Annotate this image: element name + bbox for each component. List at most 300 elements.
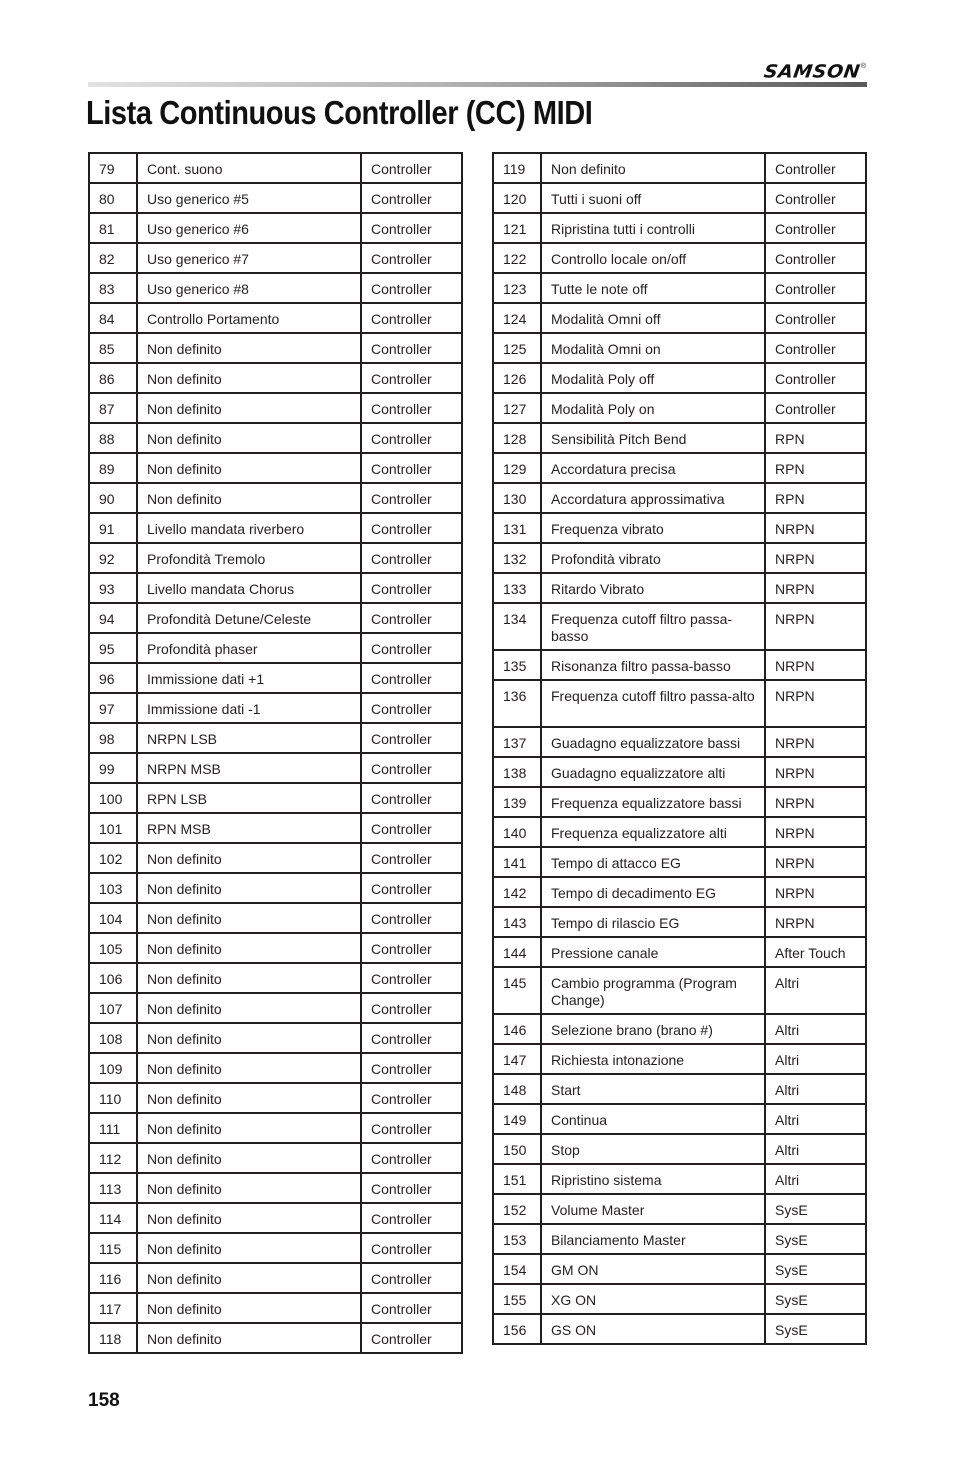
cc-number: 91 (89, 513, 137, 543)
cc-description: Tutte le note off (541, 273, 765, 303)
cc-description: NRPN MSB (137, 753, 361, 783)
cc-number: 155 (493, 1284, 541, 1314)
cc-number: 79 (89, 153, 137, 183)
cc-description: Frequenza cutoff filtro passa-basso (541, 603, 765, 650)
cc-description: Bilanciamento Master (541, 1224, 765, 1254)
cc-type: SysE (765, 1314, 866, 1344)
table-row (493, 1254, 866, 1284)
cc-description: Modalità Omni off (541, 303, 765, 333)
cc-number: 147 (493, 1044, 541, 1074)
cc-number: 126 (493, 363, 541, 393)
cc-type: Controller (361, 273, 462, 303)
table-row (89, 1053, 462, 1083)
table-row (89, 963, 462, 993)
table-row (89, 513, 462, 543)
cc-description: Start (541, 1074, 765, 1104)
cc-description: Non definito (137, 1293, 361, 1323)
cc-type: After Touch (765, 937, 866, 967)
cc-type: NRPN (765, 513, 866, 543)
cc-number: 122 (493, 243, 541, 273)
cc-type: Controller (361, 603, 462, 633)
cc-number: 108 (89, 1023, 137, 1053)
table-row (89, 1023, 462, 1053)
cc-description: Livello mandata Chorus (137, 573, 361, 603)
cc-table-right (492, 152, 867, 1345)
cc-number: 146 (493, 1014, 541, 1044)
cc-number: 86 (89, 363, 137, 393)
cc-type: RPN (765, 423, 866, 453)
cc-number: 151 (493, 1164, 541, 1194)
cc-type: Controller (361, 483, 462, 513)
table-row (493, 967, 866, 1014)
cc-number: 87 (89, 393, 137, 423)
cc-type: NRPN (765, 543, 866, 573)
cc-table-left (88, 152, 463, 1354)
table-row (89, 753, 462, 783)
cc-type: Altri (765, 1014, 866, 1044)
cc-number: 92 (89, 543, 137, 573)
cc-number: 109 (89, 1053, 137, 1083)
table-row (89, 633, 462, 663)
table-row (493, 1284, 866, 1314)
cc-description: Non definito (137, 1233, 361, 1263)
cc-type: RPN (765, 483, 866, 513)
cc-type: Controller (765, 303, 866, 333)
cc-number: 148 (493, 1074, 541, 1104)
cc-type: NRPN (765, 757, 866, 787)
table-row (89, 1143, 462, 1173)
table-row (89, 543, 462, 573)
cc-description: RPN MSB (137, 813, 361, 843)
cc-type: Controller (361, 753, 462, 783)
cc-description: GS ON (541, 1314, 765, 1344)
cc-number: 140 (493, 817, 541, 847)
table-row (493, 183, 866, 213)
cc-description: Non definito (137, 1323, 361, 1353)
cc-description: Non definito (137, 393, 361, 423)
cc-number: 132 (493, 543, 541, 573)
cc-number: 134 (493, 603, 541, 650)
cc-description: Ripristina tutti i controlli (541, 213, 765, 243)
cc-type: Altri (765, 1134, 866, 1164)
cc-description: Non definito (137, 453, 361, 483)
cc-description: Pressione canale (541, 937, 765, 967)
cc-description: Non definito (137, 423, 361, 453)
cc-number: 114 (89, 1203, 137, 1233)
table-row (89, 993, 462, 1023)
cc-number: 88 (89, 423, 137, 453)
table-row (89, 693, 462, 723)
cc-type: NRPN (765, 727, 866, 757)
table-row (493, 907, 866, 937)
cc-type: Controller (361, 1053, 462, 1083)
table-row (89, 273, 462, 303)
cc-number: 118 (89, 1323, 137, 1353)
page-number: 158 (88, 1390, 120, 1411)
cc-type: Altri (765, 1044, 866, 1074)
cc-type: NRPN (765, 847, 866, 877)
cc-number: 150 (493, 1134, 541, 1164)
table-row (493, 1224, 866, 1254)
table-row (89, 1263, 462, 1293)
table-row (493, 603, 866, 650)
cc-description: Selezione brano (brano #) (541, 1014, 765, 1044)
cc-type: Controller (361, 903, 462, 933)
cc-description: Profondità Detune/Celeste (137, 603, 361, 633)
cc-description: Non definito (137, 993, 361, 1023)
cc-description: Frequenza equalizzatore bassi (541, 787, 765, 817)
cc-description: Modalità Omni on (541, 333, 765, 363)
cc-type: Controller (361, 393, 462, 423)
table-row (89, 933, 462, 963)
cc-number: 104 (89, 903, 137, 933)
cc-type: Controller (361, 633, 462, 663)
table-row (493, 153, 866, 183)
cc-type: Controller (361, 243, 462, 273)
cc-number: 119 (493, 153, 541, 183)
cc-number: 128 (493, 423, 541, 453)
cc-description: Frequenza vibrato (541, 513, 765, 543)
samson-logo (726, 60, 866, 82)
cc-description: Guadagno equalizzatore alti (541, 757, 765, 787)
cc-number: 85 (89, 333, 137, 363)
cc-description: Non definito (137, 1053, 361, 1083)
cc-number: 135 (493, 650, 541, 680)
cc-type: Controller (361, 663, 462, 693)
cc-description: Non definito (137, 1203, 361, 1233)
table-row (493, 680, 866, 727)
table-row (89, 723, 462, 753)
cc-type: Controller (361, 573, 462, 603)
cc-number: 149 (493, 1104, 541, 1134)
table-row (493, 1044, 866, 1074)
cc-description: Profondità Tremolo (137, 543, 361, 573)
cc-description: RPN LSB (137, 783, 361, 813)
table-row (89, 333, 462, 363)
cc-number: 102 (89, 843, 137, 873)
cc-number: 127 (493, 393, 541, 423)
cc-type: Controller (361, 843, 462, 873)
cc-type: Controller (361, 153, 462, 183)
cc-type: Controller (361, 513, 462, 543)
cc-description: Non definito (137, 483, 361, 513)
cc-number: 141 (493, 847, 541, 877)
cc-type: Controller (361, 1143, 462, 1173)
cc-type: SysE (765, 1254, 866, 1284)
cc-description: Continua (541, 1104, 765, 1134)
cc-description: Modalità Poly off (541, 363, 765, 393)
cc-number: 100 (89, 783, 137, 813)
cc-number: 101 (89, 813, 137, 843)
cc-type: Controller (361, 933, 462, 963)
table-row (493, 877, 866, 907)
cc-description: Non definito (137, 1263, 361, 1293)
cc-type: Controller (361, 1323, 462, 1353)
cc-number: 81 (89, 213, 137, 243)
cc-description: Modalità Poly on (541, 393, 765, 423)
table-row (89, 603, 462, 633)
cc-type: Controller (361, 333, 462, 363)
table-row (89, 573, 462, 603)
cc-description: Non definito (137, 1023, 361, 1053)
cc-type: Controller (765, 153, 866, 183)
table-row (493, 1194, 866, 1224)
cc-description: Non definito (137, 1173, 361, 1203)
cc-type: Controller (361, 543, 462, 573)
cc-number: 139 (493, 787, 541, 817)
cc-number: 137 (493, 727, 541, 757)
cc-description: Stop (541, 1134, 765, 1164)
cc-description: Non definito (137, 363, 361, 393)
table-row (89, 1113, 462, 1143)
cc-number: 117 (89, 1293, 137, 1323)
cc-number: 123 (493, 273, 541, 303)
cc-description: Guadagno equalizzatore bassi (541, 727, 765, 757)
table-row (493, 453, 866, 483)
cc-type: Altri (765, 1074, 866, 1104)
cc-type: Controller (361, 813, 462, 843)
table-row (89, 1323, 462, 1353)
cc-type: Controller (361, 993, 462, 1023)
cc-description: Tutti i suoni off (541, 183, 765, 213)
cc-type: Controller (765, 213, 866, 243)
table-row (89, 903, 462, 933)
cc-description: Livello mandata riverbero (137, 513, 361, 543)
cc-description: Controllo locale on/off (541, 243, 765, 273)
cc-type: SysE (765, 1194, 866, 1224)
cc-description: Tempo di rilascio EG (541, 907, 765, 937)
table-row (89, 843, 462, 873)
cc-description: Controllo Portamento (137, 303, 361, 333)
logo-wordmark: SAMSON (762, 61, 862, 83)
cc-number: 138 (493, 757, 541, 787)
table-row (89, 1293, 462, 1323)
table-row (493, 757, 866, 787)
cc-description: Non definito (137, 873, 361, 903)
cc-type: Controller (361, 1113, 462, 1143)
cc-description: Non definito (541, 153, 765, 183)
table-row (89, 213, 462, 243)
cc-description: Non definito (137, 903, 361, 933)
cc-type: Controller (765, 243, 866, 273)
table-row (493, 1314, 866, 1344)
cc-type: NRPN (765, 573, 866, 603)
cc-description: Ripristino sistema (541, 1164, 765, 1194)
cc-number: 89 (89, 453, 137, 483)
cc-description: Non definito (137, 1143, 361, 1173)
header-rule (88, 82, 867, 87)
cc-type: Altri (765, 1104, 866, 1134)
table-row (493, 543, 866, 573)
table-row (89, 873, 462, 903)
table-row (89, 453, 462, 483)
table-row (89, 243, 462, 273)
cc-number: 111 (89, 1113, 137, 1143)
table-row (493, 650, 866, 680)
cc-number: 154 (493, 1254, 541, 1284)
cc-type: Controller (361, 213, 462, 243)
cc-description: Non definito (137, 333, 361, 363)
cc-number: 98 (89, 723, 137, 753)
cc-number: 110 (89, 1083, 137, 1113)
cc-description: NRPN LSB (137, 723, 361, 753)
cc-type: SysE (765, 1284, 866, 1314)
cc-number: 145 (493, 967, 541, 1014)
cc-description: Immissione dati +1 (137, 663, 361, 693)
cc-number: 90 (89, 483, 137, 513)
table-row (493, 937, 866, 967)
cc-type: RPN (765, 453, 866, 483)
cc-type: Controller (361, 963, 462, 993)
cc-type: Controller (361, 453, 462, 483)
cc-number: 99 (89, 753, 137, 783)
cc-type: Controller (765, 393, 866, 423)
table-row (89, 1233, 462, 1263)
table-row (493, 393, 866, 423)
cc-type: NRPN (765, 680, 866, 727)
cc-description: Non definito (137, 1083, 361, 1113)
cc-number: 115 (89, 1233, 137, 1263)
cc-number: 129 (493, 453, 541, 483)
cc-number: 107 (89, 993, 137, 1023)
cc-number: 152 (493, 1194, 541, 1224)
table-row (493, 303, 866, 333)
cc-number: 113 (89, 1173, 137, 1203)
cc-type: NRPN (765, 787, 866, 817)
cc-number: 125 (493, 333, 541, 363)
cc-number: 83 (89, 273, 137, 303)
cc-type: Controller (361, 363, 462, 393)
table-row (89, 423, 462, 453)
cc-description: Tempo di attacco EG (541, 847, 765, 877)
cc-description: Frequenza cutoff filtro passa-alto (541, 680, 765, 727)
cc-description: Cambio programma (Program Change) (541, 967, 765, 1014)
cc-number: 136 (493, 680, 541, 727)
table-row (89, 363, 462, 393)
cc-description: Richiesta intonazione (541, 1044, 765, 1074)
table-row (493, 363, 866, 393)
cc-number: 143 (493, 907, 541, 937)
cc-type: Controller (361, 873, 462, 903)
cc-number: 106 (89, 963, 137, 993)
table-row (493, 1134, 866, 1164)
cc-type: Controller (361, 1023, 462, 1053)
cc-type: NRPN (765, 650, 866, 680)
cc-number: 133 (493, 573, 541, 603)
cc-description: Non definito (137, 933, 361, 963)
cc-type: Controller (765, 183, 866, 213)
cc-type: NRPN (765, 907, 866, 937)
cc-type: NRPN (765, 877, 866, 907)
cc-number: 153 (493, 1224, 541, 1254)
cc-type: Altri (765, 967, 866, 1014)
table-row (89, 1203, 462, 1233)
cc-type: Controller (361, 723, 462, 753)
cc-description: Non definito (137, 1113, 361, 1143)
cc-type: Controller (361, 303, 462, 333)
cc-number: 142 (493, 877, 541, 907)
table-row (89, 303, 462, 333)
table-row (89, 783, 462, 813)
cc-description: Non definito (137, 843, 361, 873)
cc-type: Controller (765, 273, 866, 303)
table-row (493, 1104, 866, 1134)
cc-number: 93 (89, 573, 137, 603)
cc-number: 120 (493, 183, 541, 213)
table-row (493, 243, 866, 273)
cc-description: Uso generico #7 (137, 243, 361, 273)
table-row (89, 813, 462, 843)
table-row (89, 393, 462, 423)
table-row (493, 847, 866, 877)
cc-type: NRPN (765, 817, 866, 847)
table-row (493, 423, 866, 453)
cc-number: 97 (89, 693, 137, 723)
cc-type: NRPN (765, 603, 866, 650)
cc-number: 144 (493, 937, 541, 967)
cc-type: Controller (361, 1233, 462, 1263)
cc-description: GM ON (541, 1254, 765, 1284)
cc-description: Accordatura approssimativa (541, 483, 765, 513)
cc-type: SysE (765, 1224, 866, 1254)
trademark-icon: ® (860, 63, 866, 70)
cc-number: 116 (89, 1263, 137, 1293)
cc-description: Volume Master (541, 1194, 765, 1224)
cc-description: Immissione dati -1 (137, 693, 361, 723)
cc-description: Frequenza equalizzatore alti (541, 817, 765, 847)
cc-number: 84 (89, 303, 137, 333)
table-row (89, 1083, 462, 1113)
cc-type: Controller (361, 1083, 462, 1113)
cc-description: Profondità vibrato (541, 543, 765, 573)
cc-description: Tempo di decadimento EG (541, 877, 765, 907)
cc-type: Controller (765, 363, 866, 393)
cc-number: 94 (89, 603, 137, 633)
cc-description: Uso generico #5 (137, 183, 361, 213)
cc-type: Controller (361, 1263, 462, 1293)
cc-type: Controller (361, 783, 462, 813)
cc-type: Controller (765, 333, 866, 363)
table-row (89, 153, 462, 183)
cc-description: Sensibilità Pitch Bend (541, 423, 765, 453)
table-row (493, 483, 866, 513)
cc-number: 95 (89, 633, 137, 663)
cc-number: 96 (89, 663, 137, 693)
cc-number: 156 (493, 1314, 541, 1344)
table-row (89, 483, 462, 513)
cc-number: 112 (89, 1143, 137, 1173)
cc-description: Ritardo Vibrato (541, 573, 765, 603)
table-row (493, 513, 866, 543)
cc-number: 105 (89, 933, 137, 963)
table-row (89, 183, 462, 213)
table-row (493, 273, 866, 303)
cc-type: Controller (361, 1173, 462, 1203)
table-row (89, 663, 462, 693)
table-row (89, 1173, 462, 1203)
cc-description: Risonanza filtro passa-basso (541, 650, 765, 680)
table-row (493, 1164, 866, 1194)
page-title: Lista Continuous Controller (CC) MIDI (86, 94, 593, 131)
cc-type: Controller (361, 1203, 462, 1233)
table-row (493, 787, 866, 817)
cc-number: 124 (493, 303, 541, 333)
cc-type: Altri (765, 1164, 866, 1194)
table-row (493, 573, 866, 603)
cc-description: Non definito (137, 963, 361, 993)
cc-description: Profondità phaser (137, 633, 361, 663)
cc-number: 121 (493, 213, 541, 243)
